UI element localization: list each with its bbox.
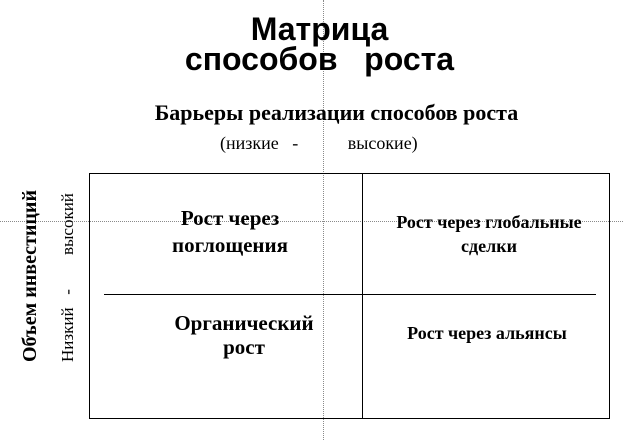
y-axis-title: Объем инвестиций: [19, 190, 41, 362]
cell-acquisitions-line-2: поглощения: [172, 233, 288, 257]
matrix-vertical-divider: [362, 173, 363, 419]
cell-organic-growth: [150, 311, 338, 359]
cell-organic-growth-line-2: рост: [223, 335, 265, 359]
y-axis-range: Низкий - высокий: [58, 193, 77, 362]
cell-organic-growth-line-1: Органический: [174, 311, 314, 335]
cell-acquisitions: [150, 205, 310, 259]
matrix-horizontal-divider: [104, 294, 596, 295]
cell-global-deals-line-1: Рост через глобальные: [396, 212, 582, 232]
slide-title-line-2: способов роста: [184, 41, 455, 77]
slide-title-line-1: Матрица: [250, 11, 389, 47]
cell-alliances: [368, 321, 606, 345]
cell-alliances-line-1: Рост через альянсы: [407, 323, 567, 343]
cell-global-deals-line-2: сделки: [461, 236, 517, 256]
x-axis-range: (низкие - высокие): [220, 133, 418, 153]
x-axis-title: Барьеры реализации способов роста: [154, 100, 519, 125]
cell-acquisitions-line-1: Рост через: [180, 206, 280, 230]
cell-global-deals: [368, 210, 610, 258]
